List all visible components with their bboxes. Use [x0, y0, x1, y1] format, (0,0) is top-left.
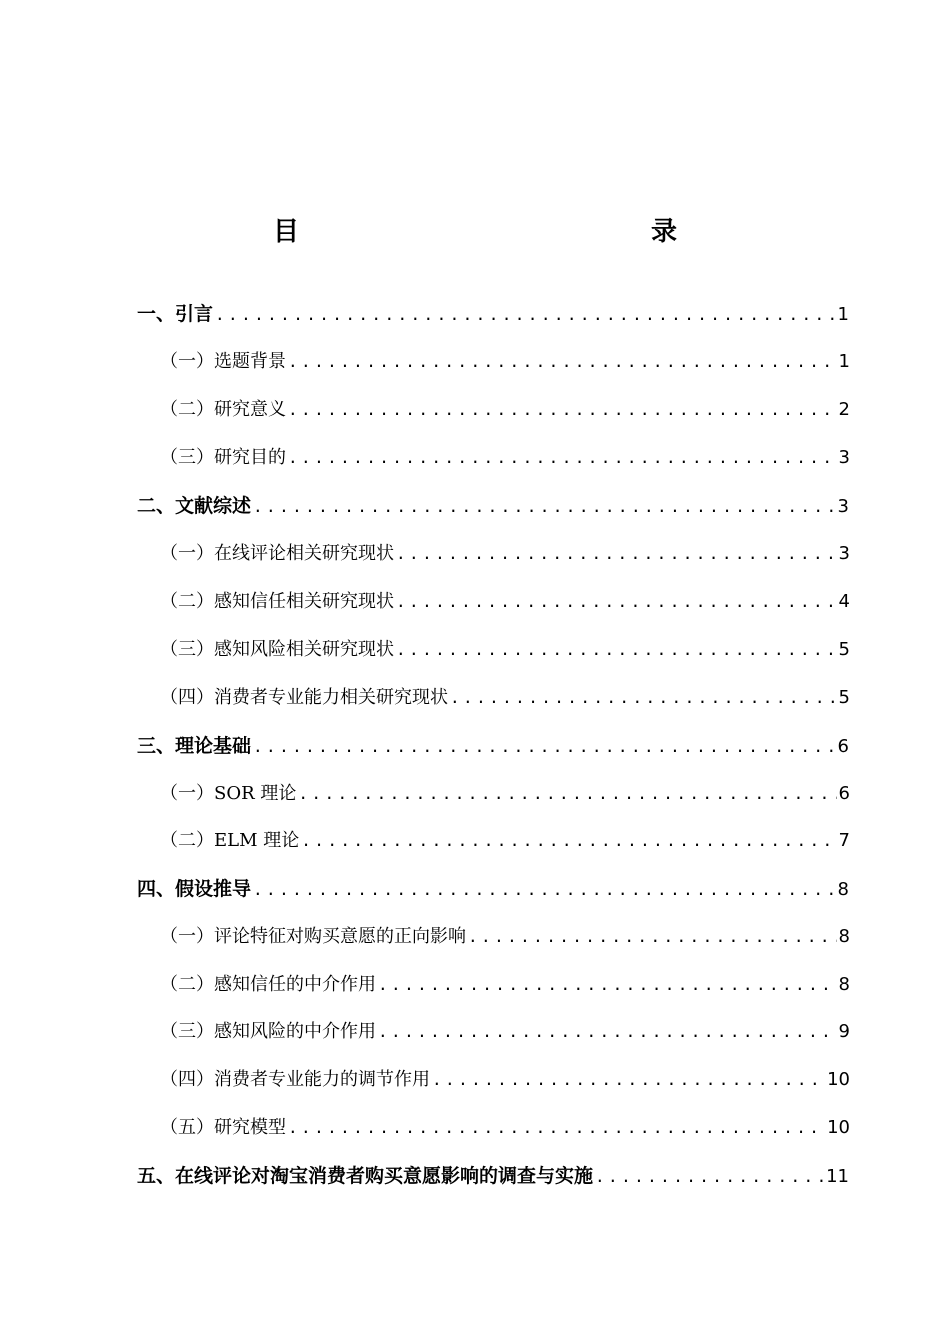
toc-page-number: 3	[838, 447, 850, 468]
toc-entry-title: （三）感知风险的中介作用	[160, 1021, 376, 1042]
dot-leader	[286, 396, 837, 424]
toc-entry-chapter-3[interactable]	[137, 732, 849, 760]
toc-entry-title: （一）在线评论相关研究现状	[160, 543, 394, 564]
toc-entry-section[interactable]	[160, 1114, 850, 1142]
toc-entry-section[interactable]	[160, 780, 850, 808]
toc-page-number: 11	[826, 1166, 849, 1187]
toc-entry-title: （二）研究意义	[160, 399, 286, 420]
toc-entry-section[interactable]	[160, 971, 850, 999]
toc-page-number: 7	[838, 830, 850, 851]
dot-leader	[448, 684, 837, 712]
dot-leader	[376, 1018, 837, 1046]
toc-entry-title: 一、引言	[137, 303, 214, 325]
toc-page-number: 1	[838, 351, 850, 372]
dot-leader	[394, 540, 837, 568]
dot-leader	[299, 827, 836, 855]
toc-entry-title: （五）研究模型	[160, 1117, 286, 1138]
toc-entry-section[interactable]	[160, 396, 850, 424]
toc-entry-section[interactable]	[160, 827, 850, 855]
dot-leader	[296, 780, 836, 808]
toc-entry-section[interactable]	[160, 1066, 850, 1094]
toc-page-number: 10	[827, 1069, 850, 1090]
toc-entry-section[interactable]	[160, 684, 850, 712]
toc-page-number: 3	[838, 543, 850, 564]
toc-entry-title: （二）ELM 理论	[160, 830, 300, 851]
toc-page-number: 8	[838, 926, 850, 947]
dot-leader	[376, 971, 837, 999]
toc-entry-section[interactable]	[160, 1018, 850, 1046]
toc-page-number: 5	[838, 687, 850, 708]
toc-entry-title: 四、假设推导	[137, 878, 252, 900]
toc-page-number: 4	[838, 591, 850, 612]
toc-entry-title: （一）选题背景	[160, 351, 286, 372]
toc-entry-title: （四）消费者专业能力相关研究现状	[160, 687, 448, 708]
dot-leader	[213, 301, 836, 329]
toc-page-number: 6	[837, 736, 849, 757]
dot-leader	[286, 348, 837, 376]
toc-entry-title: （四）消费者专业能力的调节作用	[160, 1069, 430, 1090]
toc-page-number: 8	[838, 974, 850, 995]
toc-entry-title: （三）感知风险相关研究现状	[160, 639, 394, 660]
toc-entry-chapter-5[interactable]	[137, 1162, 849, 1190]
toc-entry-section[interactable]	[160, 588, 850, 616]
dot-leader	[430, 1066, 825, 1094]
toc-page-number: 10	[827, 1117, 850, 1138]
dot-leader	[251, 493, 836, 521]
toc-entry-chapter-1[interactable]	[137, 300, 849, 328]
dot-leader	[251, 733, 836, 761]
toc-entry-section[interactable]	[160, 923, 850, 951]
toc-entry-title: （二）感知信任相关研究现状	[160, 591, 394, 612]
toc-entry-title: （一）SOR 理论	[160, 783, 297, 804]
dot-leader	[394, 588, 837, 616]
toc-page-number: 8	[837, 879, 849, 900]
toc-entry-title: （三）研究目的	[160, 447, 286, 468]
dot-leader	[286, 444, 837, 472]
toc-entry-section[interactable]	[160, 540, 850, 568]
toc-page-number: 3	[837, 496, 849, 517]
toc-entry-section[interactable]	[160, 444, 850, 472]
toc-page-number: 5	[838, 639, 850, 660]
toc-entry-title: 二、文献综述	[137, 495, 252, 517]
toc-page-number: 6	[838, 783, 850, 804]
dot-leader	[394, 636, 837, 664]
toc-entry-section[interactable]	[160, 636, 850, 664]
toc-entry-title: （二）感知信任的中介作用	[160, 974, 376, 995]
dot-leader	[593, 1163, 824, 1191]
toc-entry-chapter-4[interactable]	[137, 875, 849, 903]
toc-entry-chapter-2[interactable]	[137, 492, 849, 520]
toc-page-number: 9	[838, 1021, 850, 1042]
toc-page-number: 1	[837, 304, 849, 325]
toc-entry-title: （一）评论特征对购买意愿的正向影响	[160, 926, 466, 947]
toc-entry-title: 五、在线评论对淘宝消费者购买意愿影响的调查与实施	[137, 1165, 594, 1187]
toc-page-number: 2	[838, 399, 850, 420]
toc-entry-title: 三、理论基础	[137, 735, 252, 757]
page-title: 目 录	[272, 217, 777, 247]
dot-leader	[251, 876, 836, 904]
dot-leader	[466, 923, 837, 951]
dot-leader	[286, 1114, 825, 1142]
toc-entry-section[interactable]	[160, 348, 850, 376]
